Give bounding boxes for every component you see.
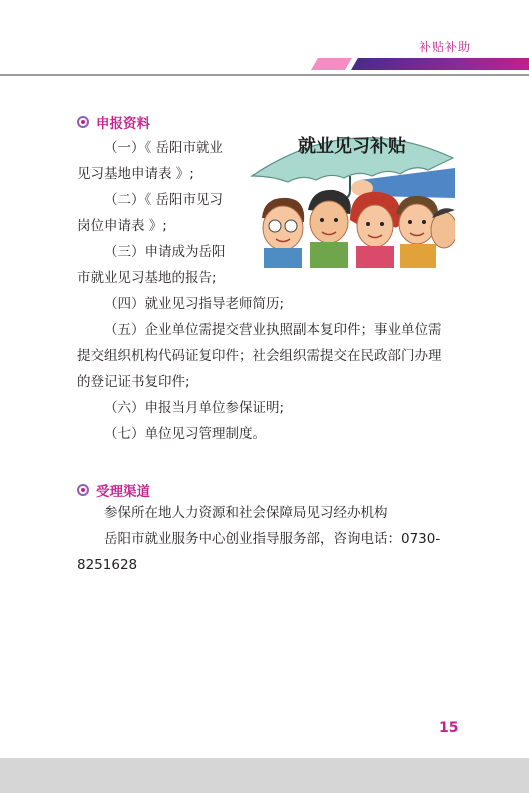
footer-band <box>0 758 529 793</box>
text-line: 岳阳市就业服务中心创业指导服务部，咨询电话：0730- <box>104 531 441 547</box>
text-line: 提交组织机构代码证复印件；社会组织需提交在民政部门办理 <box>77 348 442 364</box>
umbrella-people-illustration <box>250 118 455 268</box>
employment-subsidy-illustration <box>250 118 455 268</box>
text-line: （五）企业单位需提交营业执照副本复印件；事业单位需 <box>104 322 442 338</box>
character-3 <box>350 192 401 268</box>
text-line: 的登记证书复印件; <box>77 374 190 390</box>
header-title: 补贴补助 <box>418 40 471 54</box>
text-line: 见习基地申请表 》; <box>77 166 194 182</box>
text-line: 8251628 <box>77 557 138 573</box>
umbrella-text: 就业见习补贴 <box>298 136 406 157</box>
header-divider <box>0 74 529 76</box>
text-line: （六）申报当月单位参保证明; <box>104 400 285 416</box>
character-1 <box>262 198 304 268</box>
page-number: 15 <box>439 720 459 736</box>
text-line: （一）《 岳阳市就业 <box>104 140 224 156</box>
text-line: （七）单位见习管理制度。 <box>104 426 266 442</box>
text-line: （二）《 岳阳市见习 <box>104 192 224 208</box>
text-line: 市就业见习基地的报告; <box>77 270 217 286</box>
character-2 <box>308 190 351 268</box>
header-decor-band <box>311 58 529 70</box>
section-heading-application-materials: 申报资料 <box>77 112 150 132</box>
text-line: （四）就业见习指导老师简历; <box>104 296 285 312</box>
bullet-circle-icon <box>77 116 89 128</box>
text-line: 岗位申请表 》; <box>77 218 167 234</box>
bullet-circle-icon <box>77 484 89 496</box>
section-heading-acceptance-channels: 受理渠道 <box>77 480 150 500</box>
text-line: （三）申请成为岳阳 <box>104 244 226 260</box>
text-line: 参保所在地人力资源和社会保障局见习经办机构 <box>104 505 388 521</box>
